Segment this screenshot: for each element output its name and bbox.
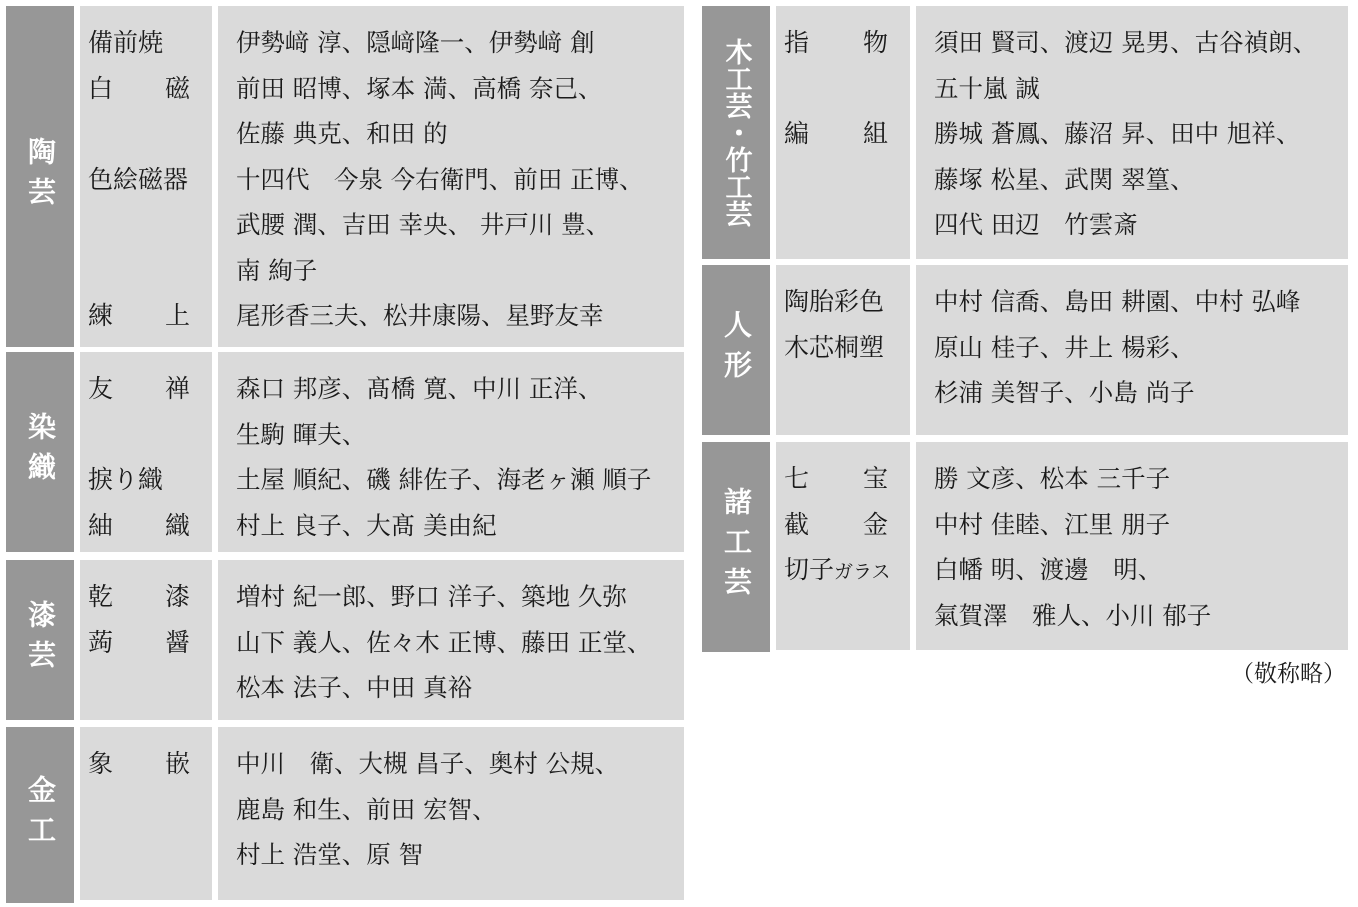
subcategory-label: 色絵磁器 (88, 164, 189, 194)
subcategory-label (88, 832, 212, 878)
subcategory-label (784, 370, 910, 416)
artist-names-line: 須田 賢司、渡辺 晃男、古谷禎朗、 (934, 28, 1318, 57)
subcategory-label (784, 66, 910, 112)
artist-names-line: 藤塚 松星、武関 翠篁、 (934, 164, 1195, 194)
subcategory-label: 捩り織 (88, 465, 164, 494)
subcategory-label (784, 202, 910, 248)
subcategory-main: 切子 (784, 555, 835, 584)
subcategory-label: 截 金 (784, 509, 888, 539)
names-ningyo (916, 265, 1348, 435)
category-shitsugei: 漆芸 (6, 560, 74, 720)
subcategories-shokogei (776, 442, 910, 650)
category-mokko: 木工芸・竹工芸 (702, 6, 770, 259)
artist-names-line: 佐藤 典克、和田 的 (236, 119, 448, 148)
category-toge: 陶芸 (6, 6, 74, 347)
subcategories-ningyo (776, 265, 910, 435)
subcategories-shitsugei (80, 560, 212, 720)
subcategory-label: 象 嵌 (88, 749, 190, 778)
artist-names-line: 鹿島 和生、前田 宏智、 (236, 794, 497, 824)
subcategory-label (784, 157, 910, 203)
subcategory-label (784, 593, 910, 639)
artist-names-line: 伊勢﨑 淳、隠﨑隆一、伊勢﨑 創 (236, 28, 595, 57)
subcategory-label (88, 665, 212, 711)
honorifics-omitted-note: （敬称略） (1231, 661, 1346, 687)
artist-names-line: 四代 田辺 竹雲斎 (934, 210, 1138, 239)
artist-names-line: 原山 桂子、井上 楊彩、 (934, 332, 1195, 362)
artist-names-line: 森口 邦彦、髙橋 寛、中川 正洋、 (236, 374, 603, 403)
subcategory-label: 七 宝 (784, 464, 888, 493)
subcategory-label: 白 磁 (88, 73, 190, 103)
artist-names-line: 氣賀澤 雅人、小川 郁子 (934, 600, 1212, 630)
category-senshoku: 染織 (6, 352, 74, 552)
artist-names-line: 村上 浩堂、原 智 (236, 840, 424, 869)
subcategory-label (88, 111, 212, 157)
artist-names-line: 杉浦 美智子、小島 尚子 (934, 378, 1195, 407)
names-toge (218, 6, 684, 347)
category-kinko: 金工 (6, 727, 74, 903)
subcategory-label: 蒟 醤 (88, 627, 190, 657)
artist-names-line: 中川 衛、大槻 昌子、奥村 公規、 (236, 749, 620, 778)
artist-names-line: 山下 義人、佐々木 正博、藤田 正堂、 (236, 627, 652, 657)
subcategory-label: 指 物 (784, 28, 888, 57)
subcategory-small: ガラス (834, 561, 891, 583)
subcategory-label: 友 禅 (88, 374, 190, 403)
artist-names-line: 増村 紀一郎、野口 洋子、築地 久弥 (236, 582, 627, 611)
names-kinko (218, 727, 684, 900)
artist-names-line: 土屋 順紀、磯 緋佐子、海老ヶ瀬 順子 (236, 465, 652, 494)
subcategory-label: 編 組 (784, 119, 888, 148)
subcategory-label (88, 412, 212, 458)
subcategory-label: 備前焼 (88, 28, 164, 57)
names-shokogei (916, 442, 1348, 650)
subcategory-label (784, 547, 910, 593)
artist-names-line: 勝城 蒼鳳、藤沼 昇、田中 旭祥、 (934, 119, 1301, 148)
subcategory-label: 紬 織 (88, 510, 190, 540)
names-mokko (916, 6, 1348, 259)
subcategory-label: 乾 漆 (88, 582, 190, 611)
artist-names-line: 松本 法子、中田 真裕 (236, 673, 473, 702)
artist-names-line: 中村 佳睦、江里 朋子 (934, 509, 1171, 539)
artist-names-line: 白幡 明、渡邊 明、 (934, 555, 1163, 584)
subcategory-label (88, 202, 212, 248)
names-shitsugei (218, 560, 684, 720)
artist-names-line: 五十嵐 誠 (934, 73, 1040, 103)
subcategory-label (88, 248, 212, 294)
subcategory-label: 練 上 (88, 301, 190, 330)
subcategories-kinko (80, 727, 212, 900)
artist-names-line: 南 絢子 (236, 255, 318, 285)
artist-names-line: 武腰 潤、吉田 幸央、 井戸川 豊、 (236, 210, 611, 239)
artist-names-line: 尾形香三夫、松井康陽、星野友幸 (236, 301, 604, 330)
subcategories-toge (80, 6, 212, 347)
subcategory-label: 陶胎彩色 (784, 287, 885, 316)
subcategories-senshoku (80, 352, 212, 552)
subcategory-label (88, 787, 212, 833)
category-ningyo: 人形 (702, 265, 770, 435)
artist-names-line: 生駒 暉夫、 (236, 419, 367, 449)
subcategory-label: 木芯桐塑 (784, 332, 885, 362)
subcategories-mokko (776, 6, 910, 259)
artist-names-line: 中村 信喬、島田 耕園、中村 弘峰 (934, 287, 1301, 316)
artist-names-line: 村上 良子、大髙 美由紀 (236, 510, 497, 540)
category-shokogei: 諸工芸 (702, 442, 770, 652)
artist-names-line: 勝 文彦、松本 三千子 (934, 464, 1171, 493)
artist-names-line: 十四代 今泉 今右衛門、前田 正博、 (236, 164, 644, 194)
artist-names-line: 前田 昭博、塚本 満、高橋 奈己、 (236, 73, 603, 103)
names-senshoku (218, 352, 684, 552)
